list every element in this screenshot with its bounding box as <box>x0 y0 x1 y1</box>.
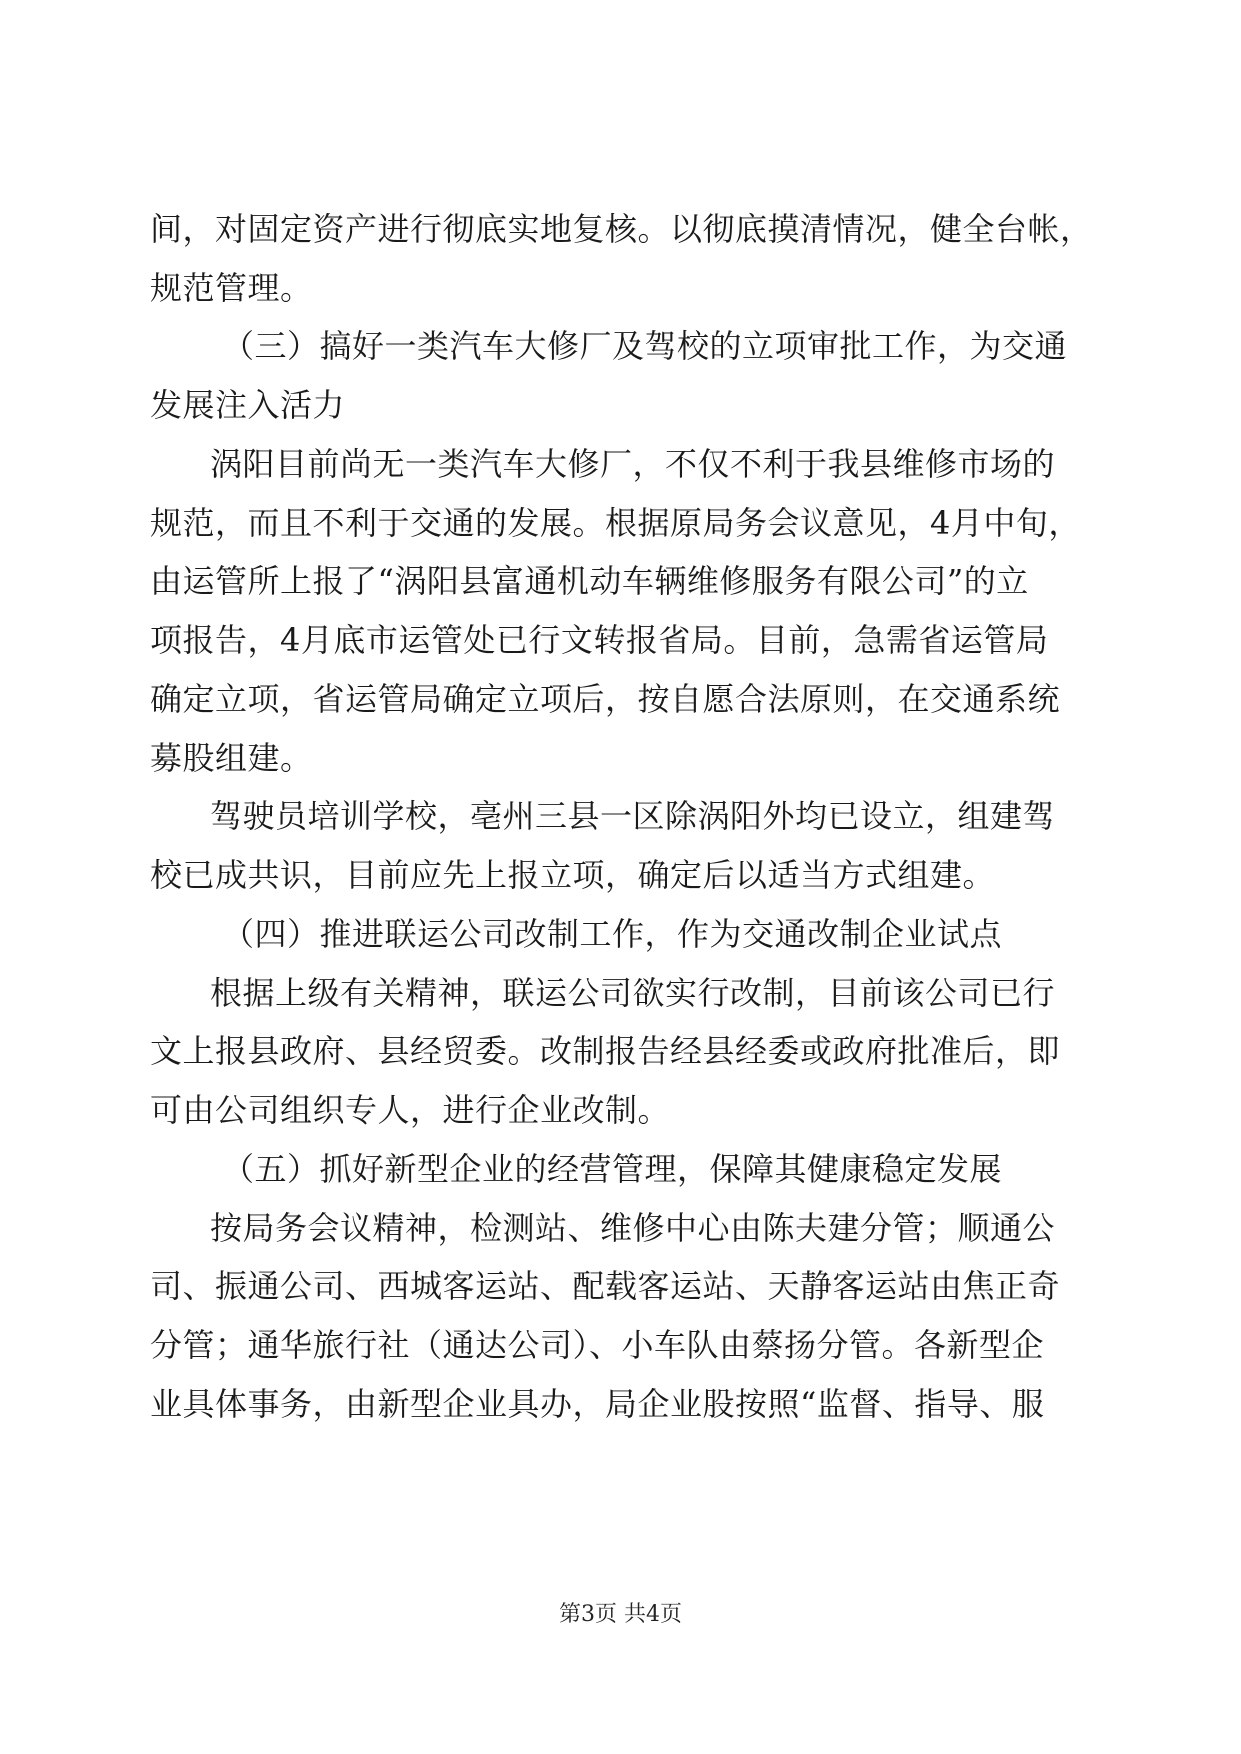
text-line: 确定立项，省运管局确定立项后，按自愿合法原则，在交通系统 <box>150 680 1061 718</box>
text-line: 规范，而且不利于交通的发展。根据原局务会议意见，4月中旬， <box>150 504 1081 542</box>
section-heading: （五）抓好新型企业的经营管理，保障其健康稳定发展 <box>222 1150 1003 1188</box>
text-line: 根据上级有关精神，联运公司欲实行改制，目前该公司已行 <box>210 974 1056 1012</box>
section-heading: 发展注入活力 <box>150 386 346 424</box>
text-line: 项报告，4月底市运管处已行文转报省局。目前，急需省运管局 <box>150 621 1049 659</box>
text-line: 司、振通公司、西城客运站、配载客运站、天静客运站由焦正奇 <box>150 1267 1061 1305</box>
text-line: 募股组建。 <box>150 739 313 777</box>
text-line: 间，对固定资产进行彻底实地复核。以彻底摸清情况，健全台帐， <box>150 210 1093 248</box>
text-line: 由运管所上报了“涡阳县富通机动车辆维修服务有限公司”的立 <box>150 562 1029 600</box>
section-heading: （四）推进联运公司改制工作，作为交通改制企业试点 <box>222 915 1003 953</box>
text-line: 可由公司组织专人，进行企业改制。 <box>150 1091 671 1129</box>
text-line: 规范管理。 <box>150 269 313 307</box>
text-line: 校已成共识，目前应先上报立项，确定后以适当方式组建。 <box>150 856 996 894</box>
text-line: 按局务会议精神，检测站、维修中心由陈夫建分管；顺通公 <box>210 1209 1056 1247</box>
section-heading: （三）搞好一类汽车大修厂及驾校的立项审批工作，为交通 <box>222 327 1068 365</box>
text-line: 文上报县政府、县经贸委。改制报告经县经委或政府批准后，即 <box>150 1032 1061 1070</box>
text-line: 分管；通华旅行社（通达公司）、小车队由蔡扬分管。各新型企 <box>150 1326 1045 1364</box>
text-line: 驾驶员培训学校，亳州三县一区除涡阳外均已设立，组建驾 <box>210 797 1056 835</box>
text-line: 业具体事务，由新型企业具办，局企业股按照“监督、指导、服 <box>150 1385 1045 1423</box>
text-line: 涡阳目前尚无一类汽车大修厂，不仅不利于我县维修市场的 <box>210 445 1056 483</box>
page-number-footer: 第3页 共4页 <box>559 1602 682 1627</box>
